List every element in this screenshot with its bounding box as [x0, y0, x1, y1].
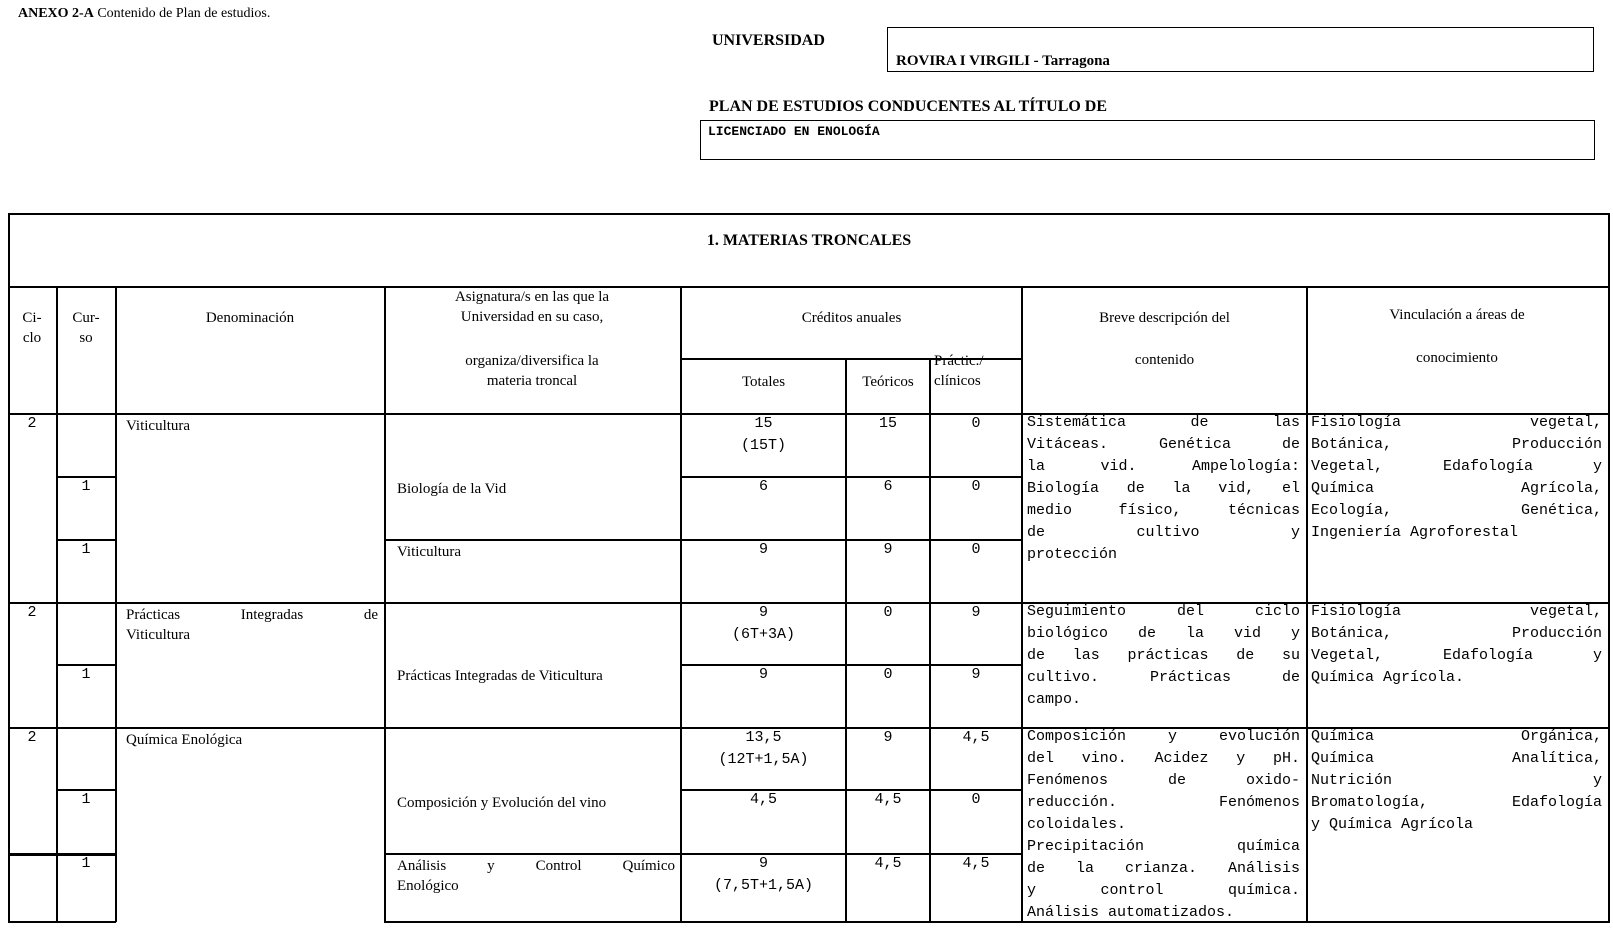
- description-line: Análisis automatizados.: [1027, 904, 1235, 921]
- area-line: Química Analítica,: [1311, 750, 1602, 767]
- description-line: de la crianza. Análisis: [1027, 860, 1300, 877]
- cell-asignatura-cont: Enológico: [397, 878, 459, 894]
- area-line: Botánica, Producción: [1311, 436, 1602, 453]
- cell-practicos: 0: [971, 415, 981, 432]
- cell-totales: 13,5 (12T+1,5A): [718, 729, 809, 768]
- title-divider: [8, 286, 1610, 288]
- description-line: de cultivo y: [1027, 524, 1300, 541]
- description-line: Fenómenos de oxido-: [1027, 772, 1300, 789]
- group-ciclo: 2: [27, 604, 37, 621]
- cell-curso: 1: [81, 478, 91, 495]
- cell-descripcion: [1027, 601, 1300, 711]
- description-line: biológico de la vid y: [1027, 625, 1300, 642]
- header-denominacion: Denominación: [205, 310, 295, 326]
- cell-asignatura: Análisis y Control Químico: [397, 858, 675, 874]
- header-asignatura-bottom: organiza/diversifica la materia troncal: [465, 353, 599, 389]
- table-border-bottom-left: [8, 921, 116, 923]
- area-line: Bromatología, Edafología: [1311, 794, 1602, 811]
- cell-asignatura: Viticultura: [397, 544, 462, 560]
- area-line: Fisiología vegetal,: [1311, 603, 1602, 620]
- materias-troncales-table: [8, 213, 1610, 940]
- cell-teoricos: 4,5: [874, 855, 902, 872]
- header-descripcion-sub: contenido: [1134, 352, 1195, 368]
- cell-curso: 1: [81, 855, 91, 872]
- description-line: Precipitación química: [1027, 838, 1300, 855]
- header-creditos: Créditos anuales: [801, 310, 902, 326]
- header-asignatura-top: Asignatura/s en las que la Universidad en su caso,: [454, 289, 610, 325]
- col-divider-practicos: [929, 358, 931, 922]
- header-teoricos: Teóricos: [862, 374, 914, 390]
- table-border-bottom-right: [384, 921, 1610, 923]
- cell-curso: 1: [81, 541, 91, 558]
- degree-title: LICENCIADO EN ENOLOGÍA: [708, 124, 880, 139]
- header-curso: Cur- so: [72, 310, 100, 346]
- cell-practicos: 0: [971, 791, 981, 808]
- cell-teoricos: 0: [883, 666, 893, 683]
- cell-asignatura: Biología de la Vid: [397, 481, 507, 497]
- cell-practicos: 0: [971, 478, 981, 495]
- col-divider-denominacion: [115, 286, 117, 922]
- area-line: Vegetal, Edafología y: [1311, 647, 1602, 664]
- description-line: y control química.: [1027, 882, 1300, 899]
- cell-totales: 6: [758, 478, 768, 495]
- cell-totales: 4,5: [749, 791, 777, 808]
- cell-totales: 9: [758, 666, 768, 683]
- cell-practicos: 9: [971, 666, 981, 683]
- cell-teoricos: 15: [878, 415, 897, 432]
- cell-totales: 9 (6T+3A): [731, 604, 795, 643]
- cell-teoricos: 9: [883, 729, 893, 746]
- col-divider-vinculacion: [1306, 286, 1308, 922]
- header-totales: Totales: [741, 374, 786, 390]
- cell-vinculacion: [1311, 726, 1602, 836]
- cell-totales: 9 (7,5T+1,5A): [713, 855, 814, 894]
- header-vinculacion: Vinculación a áreas de: [1389, 307, 1525, 323]
- area-line: Botánica, Producción: [1311, 625, 1602, 642]
- col-divider-curso: [56, 286, 58, 922]
- description-line: Vitáceas. Genética de: [1027, 436, 1300, 453]
- cell-practicos: 4,5: [962, 855, 990, 872]
- cell-totales: 15 (15T): [740, 415, 786, 454]
- cell-practicos: 9: [971, 604, 981, 621]
- cell-asignatura: Composición y Evolución del vino: [397, 795, 607, 811]
- table-border-right: [1608, 213, 1610, 922]
- area-line: Química Orgánica,: [1311, 728, 1602, 745]
- description-line: la vid. Ampelología:: [1027, 458, 1300, 475]
- university-label: UNIVERSIDAD: [712, 32, 825, 49]
- description-line: del vino. Acidez y pH.: [1027, 750, 1300, 767]
- group-denominacion: Química Enológica: [126, 732, 243, 748]
- header-practicos: Práctic./ clínicos: [934, 353, 984, 389]
- cell-descripcion: [1027, 726, 1300, 924]
- area-line: Ingeniería Agroforestal: [1311, 524, 1519, 541]
- table-border-top: [8, 213, 1610, 215]
- area-line: Química Agrícola.: [1311, 669, 1465, 686]
- area-line: Fisiología vegetal,: [1311, 414, 1602, 431]
- area-line: y Química Agrícola: [1311, 816, 1474, 833]
- annex-caption: [18, 6, 270, 22]
- description-line: coloidales.: [1027, 816, 1127, 833]
- cell-vinculacion: [1311, 601, 1602, 689]
- group-denominacion: Viticultura: [126, 418, 191, 434]
- university-name: ROVIRA I VIRGILI - Tarragona: [896, 53, 1110, 69]
- cell-teoricos: 6: [883, 478, 893, 495]
- cell-totales: 9: [758, 541, 768, 558]
- cell-practicos: 0: [971, 541, 981, 558]
- area-line: Química Agrícola,: [1311, 480, 1602, 497]
- header-ciclo: Ci- clo: [22, 310, 42, 346]
- cell-teoricos: 0: [883, 604, 893, 621]
- cell-teoricos: 9: [883, 541, 893, 558]
- group-ciclo: 2: [27, 729, 37, 746]
- description-line: medio físico, técnicas: [1027, 502, 1300, 519]
- description-line: cultivo. Prácticas de: [1027, 669, 1300, 686]
- cell-teoricos: 4,5: [874, 791, 902, 808]
- cell-vinculacion: [1311, 412, 1602, 544]
- group-denominacion: Prácticas Integradas de: [126, 607, 378, 623]
- cell-curso: 1: [81, 666, 91, 683]
- cell-curso: 1: [81, 791, 91, 808]
- header-vinculacion-sub: conocimiento: [1416, 350, 1498, 366]
- table-title: 1. MATERIAS TRONCALES: [706, 232, 912, 249]
- description-line: Composición y evolución: [1027, 728, 1300, 745]
- description-line: Seguimiento del ciclo: [1027, 603, 1300, 620]
- area-line: Ecología, Genética,: [1311, 502, 1602, 519]
- header-descripcion: Breve descripción del: [1099, 310, 1230, 326]
- cell-asignatura: Prácticas Integradas de Viticultura: [397, 668, 603, 684]
- group-ciclo: 2: [27, 415, 37, 432]
- area-line: Vegetal, Edafología y: [1311, 458, 1602, 475]
- description-line: de las prácticas de su: [1027, 647, 1300, 664]
- description-line: reducción. Fenómenos: [1027, 794, 1300, 811]
- description-line: Sistemática de las: [1027, 414, 1300, 431]
- cell-descripcion: [1027, 412, 1300, 566]
- description-line: Biología de la vid, el: [1027, 480, 1300, 497]
- description-line: protección: [1027, 546, 1118, 563]
- annex-text: Contenido de Plan de estudios.: [97, 6, 271, 21]
- cell-practicos: 4,5: [962, 729, 990, 746]
- group-denominacion-cont: Viticultura: [126, 627, 191, 643]
- annex-code: ANEXO 2-A: [18, 6, 94, 21]
- description-line: campo.: [1027, 691, 1082, 708]
- plan-label: PLAN DE ESTUDIOS CONDUCENTES AL TÍTULO DE: [709, 98, 1108, 115]
- area-line: Nutrición y: [1311, 772, 1602, 789]
